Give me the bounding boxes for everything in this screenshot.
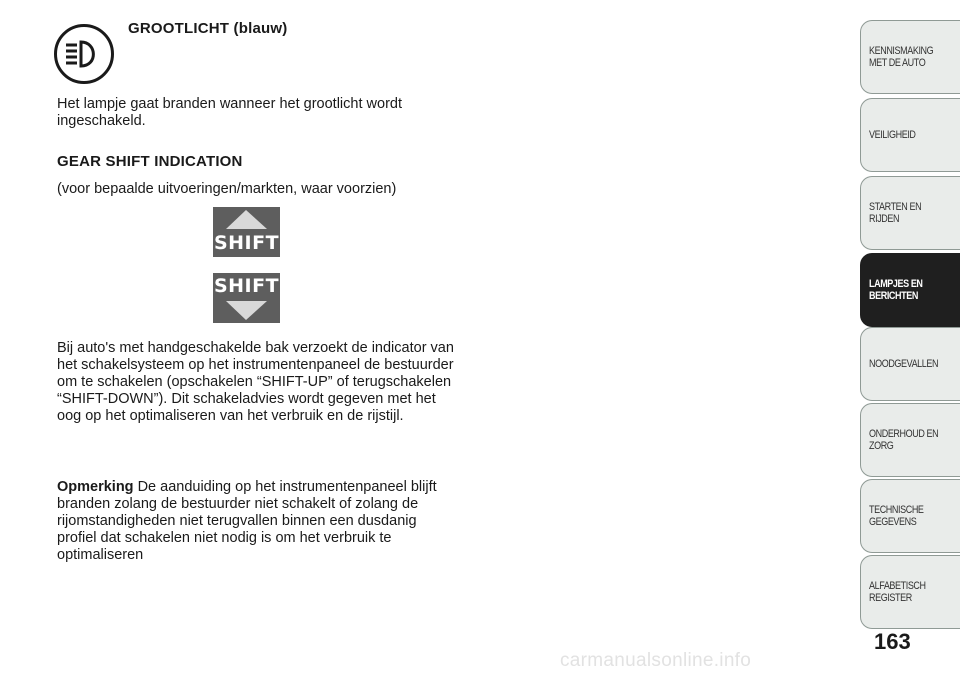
gear-shift-title: GEAR SHIFT INDICATION [57, 153, 243, 170]
gear-shift-text: Bij auto's met handgeschakelde bak verzoekt de indicator van het schakelsysteem op het instrumentenpaneel de bestuurder om te schakelen (opschakelen “SHIFT-UP” of terugschakelen “SHIFT-DOWN”). Dit schakeladvies wordt gegeven met het oog op het optimaliseren van het verbruik en de rijstijl. [57, 340, 454, 424]
tab-lampjes-en-berichten[interactable]: LAMPJES EN BERICHTEN [860, 253, 960, 327]
gear-shift-subtitle: (voor bepaalde uitvoeringen/markten, waar voorzien) [57, 181, 397, 197]
tab-noodgevallen[interactable]: NOODGEVALLEN [860, 327, 960, 401]
headlight-text: Het lampje gaat branden wanneer het grootlicht wordt ingeschakeld. [57, 96, 402, 129]
note-paragraph [57, 479, 457, 564]
note-label: Opmerking [57, 479, 134, 495]
watermark: carmanualsonline.info [560, 650, 752, 671]
headlight-title: GROOTLICHT (blauw) [128, 20, 288, 37]
tab-starten-en-rijden[interactable]: STARTEN EN RIJDEN [860, 176, 960, 250]
shift-up-icon [213, 207, 280, 257]
note-text: De aanduiding op het instrumentenpaneel blijft branden zolang de bestuurder niet schakelt of zolang de rijomstandigheden niet terugvallen binnen een dusdanig profiel dat schakelen niet nodig is om het verbruik te optimaliseren [57, 479, 437, 563]
tab-onderhoud-en-zorg[interactable]: ONDERHOUD EN ZORG [860, 403, 960, 477]
tab-veiligheid[interactable]: VEILIGHEID [860, 98, 960, 172]
tab-technische-gegevens[interactable]: TECHNISCHE GEGEVENS [860, 479, 960, 553]
shift-down-label: SHIFT [213, 275, 280, 297]
shift-up-label: SHIFT [213, 232, 280, 254]
shift-down-icon [213, 273, 280, 323]
tab-kennismaking[interactable]: KENNISMAKING MET DE AUTO [860, 20, 960, 94]
tab-alfabetisch-register[interactable]: ALFABETISCH REGISTER [860, 555, 960, 629]
high-beam-icon [54, 24, 114, 84]
page-number: 163 [874, 629, 911, 654]
